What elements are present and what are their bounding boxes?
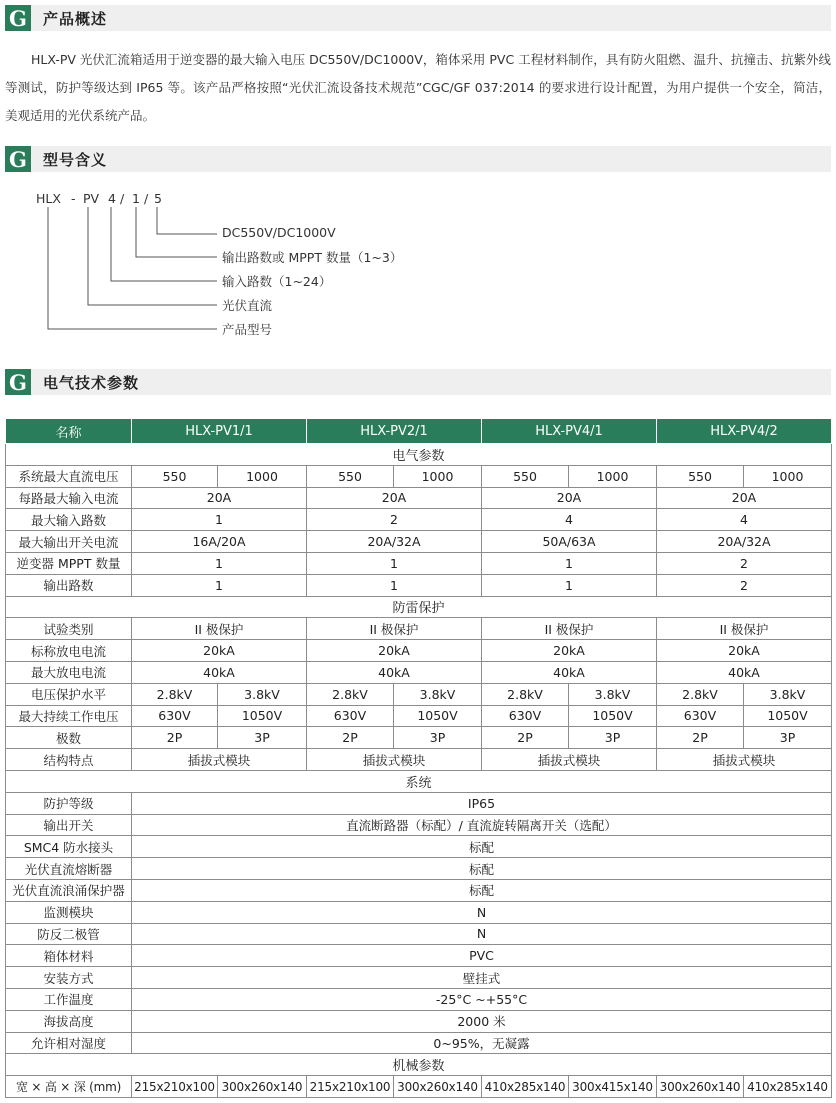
cell: 标配 — [132, 879, 832, 901]
row-label: 输出路数 — [6, 574, 132, 596]
row-label: 试验类别 — [6, 618, 132, 640]
cell: -25°C ~+55°C — [132, 988, 832, 1010]
table-row — [6, 988, 832, 1010]
cell: 20kA — [657, 640, 832, 662]
cell: 550 — [307, 465, 394, 487]
model-label: DC550V/DC1000V — [222, 225, 336, 240]
row-label: 光伏直流熔断器 — [6, 858, 132, 880]
cell: 2 — [307, 509, 482, 531]
cell: 40kA — [132, 661, 307, 683]
row-label: 箱体材料 — [6, 945, 132, 967]
table-row — [6, 661, 832, 683]
model-label: 输入路数（1~24） — [222, 274, 332, 289]
row-label: 标称放电电流 — [6, 640, 132, 662]
cell: 壁挂式 — [132, 967, 832, 989]
section-title: 型号含义 — [43, 150, 108, 169]
cell: 300x415x140 — [569, 1076, 657, 1098]
table-row — [6, 531, 832, 553]
cell: 3.8kV — [744, 683, 832, 705]
overview-paragraph: HLX-PV 光伏汇流箱适用于逆变器的最大输入电压 DC550V/DC1000V，箱体采用 PVC 工程材料制作，具有防火阻燃、温升、抗撞击、抗紫外线等测试，防护等级达到 IP65 等。该产品严格按照“光伏汇流设备技术规范”CGC/GF 037:2014 的要求进行设计配置，为用户提供一个安全，简洁，美观适用的光伏系统产品。 — [5, 52, 831, 123]
subheader-electrical: 电气参数 — [6, 444, 832, 466]
row-label: 允许相对湿度 — [6, 1032, 132, 1054]
column-header: 名称 — [6, 419, 132, 444]
model-code-inputs: 4 — [108, 191, 116, 206]
table-row — [6, 727, 832, 749]
cell: 630V — [657, 705, 744, 727]
table-row — [6, 901, 832, 923]
table-row — [6, 683, 832, 705]
cell: 3.8kV — [569, 683, 657, 705]
table-row — [6, 749, 832, 771]
table-row — [6, 1010, 832, 1032]
table-row — [6, 923, 832, 945]
table-row — [6, 552, 832, 574]
row-label: 极数 — [6, 727, 132, 749]
table-row — [6, 465, 832, 487]
table-row — [6, 858, 832, 880]
model-code-dash: - — [71, 191, 76, 206]
table-row — [6, 487, 832, 509]
cell: 40kA — [657, 661, 832, 683]
column-header: HLX-PV4/2 — [657, 419, 832, 444]
model-code-prefix: HLX — [36, 191, 61, 206]
cell: 2.8kV — [132, 683, 218, 705]
table-row — [6, 509, 832, 531]
table-subheader-row — [6, 770, 832, 792]
row-label: 光伏直流浪涌保护器 — [6, 879, 132, 901]
cell: 1050V — [569, 705, 657, 727]
cell: 16A/20A — [132, 531, 307, 553]
g-logo-icon: G — [5, 5, 31, 31]
row-label: SMC4 防水接头 — [6, 836, 132, 858]
cell: 20A — [307, 487, 482, 509]
row-label: 最大输出开关电流 — [6, 531, 132, 553]
g-logo-icon: G — [5, 369, 31, 395]
cell: 插拔式模块 — [307, 749, 482, 771]
cell: 2P — [307, 727, 394, 749]
cell: 630V — [482, 705, 569, 727]
subheader-mech: 机械参数 — [6, 1054, 832, 1076]
cell: 550 — [657, 465, 744, 487]
row-label: 输出开关 — [6, 814, 132, 836]
cell: 300x260x140 — [657, 1076, 744, 1098]
section-title: 产品概述 — [43, 9, 108, 28]
cell: 300x260x140 — [218, 1076, 307, 1098]
cell: 2.8kV — [307, 683, 394, 705]
cell: 215x210x100 — [132, 1076, 218, 1098]
table-subheader-row — [6, 444, 832, 466]
cell: 40kA — [307, 661, 482, 683]
cell: 直流断路器（标配）/ 直流旋转隔离开关（选配） — [132, 814, 832, 836]
cell: 20A/32A — [657, 531, 832, 553]
table-subheader-row — [6, 596, 832, 618]
table-row — [6, 1032, 832, 1054]
cell: 插拔式模块 — [657, 749, 832, 771]
table-row — [6, 814, 832, 836]
model-label: 产品型号 — [222, 322, 273, 337]
cell: 20kA — [482, 640, 657, 662]
cell: 20A — [132, 487, 307, 509]
cell: 2P — [657, 727, 744, 749]
cell: 2.8kV — [482, 683, 569, 705]
row-label: 系统最大直流电压 — [6, 465, 132, 487]
cell: 标配 — [132, 836, 832, 858]
table-row — [6, 879, 832, 901]
cell: 630V — [307, 705, 394, 727]
table-row — [6, 836, 832, 858]
model-label: 光伏直流 — [222, 298, 273, 313]
row-label: 逆变器 MPPT 数量 — [6, 552, 132, 574]
cell: 215x210x100 — [307, 1076, 394, 1098]
cell: N — [132, 901, 832, 923]
cell: N — [132, 923, 832, 945]
cell: 3.8kV — [218, 683, 307, 705]
row-label: 宽 × 高 × 深 (mm) — [6, 1076, 132, 1098]
cell: 2000 米 — [132, 1010, 832, 1032]
row-label: 海拔高度 — [6, 1010, 132, 1032]
table-row — [6, 640, 832, 662]
cell: II 极保护 — [482, 618, 657, 640]
cell: 2 — [657, 552, 832, 574]
cell: II 极保护 — [132, 618, 307, 640]
cell: 550 — [482, 465, 569, 487]
section-title: 电气技术参数 — [43, 373, 140, 392]
cell: 1000 — [394, 465, 482, 487]
section-header-electrical — [5, 369, 831, 395]
spec-table — [5, 418, 832, 1098]
cell: 1 — [132, 552, 307, 574]
cell: 4 — [657, 509, 832, 531]
subheader-system: 系统 — [6, 770, 832, 792]
cell: 50A/63A — [482, 531, 657, 553]
cell: 2P — [482, 727, 569, 749]
column-header: HLX-PV4/1 — [482, 419, 657, 444]
cell: 0~95%，无凝露 — [132, 1032, 832, 1054]
cell: 550 — [132, 465, 218, 487]
cell: 2 — [657, 574, 832, 596]
subheader-lightning: 防雷保护 — [6, 596, 832, 618]
cell: 20kA — [132, 640, 307, 662]
cell: 3.8kV — [394, 683, 482, 705]
cell: 1 — [307, 574, 482, 596]
cell: 1050V — [394, 705, 482, 727]
row-label: 结构特点 — [6, 749, 132, 771]
cell: II 极保护 — [657, 618, 832, 640]
table-row — [6, 705, 832, 727]
cell: 40kA — [482, 661, 657, 683]
cell: 3P — [744, 727, 832, 749]
table-row — [6, 574, 832, 596]
cell: 标配 — [132, 858, 832, 880]
table-row — [6, 792, 832, 814]
model-bracket-lines — [0, 0, 836, 360]
cell: 插拔式模块 — [482, 749, 657, 771]
row-label: 每路最大输入电流 — [6, 487, 132, 509]
cell: 3P — [394, 727, 482, 749]
cell: 1050V — [218, 705, 307, 727]
row-label: 最大放电电流 — [6, 661, 132, 683]
cell: 1 — [307, 552, 482, 574]
cell: 1000 — [744, 465, 832, 487]
cell: 2P — [132, 727, 218, 749]
cell: 插拔式模块 — [132, 749, 307, 771]
model-code-voltage: 5 — [154, 191, 162, 206]
row-label: 电压保护水平 — [6, 683, 132, 705]
cell: 1000 — [218, 465, 307, 487]
column-header: HLX-PV1/1 — [132, 419, 307, 444]
cell: PVC — [132, 945, 832, 967]
table-subheader-row — [6, 1054, 832, 1076]
cell: 630V — [132, 705, 218, 727]
cell: 1 — [482, 574, 657, 596]
row-label: 最大持续工作电压 — [6, 705, 132, 727]
model-code-slash: / — [120, 191, 125, 206]
model-code-pv: PV — [83, 191, 100, 206]
cell: 3P — [569, 727, 657, 749]
cell: 3P — [218, 727, 307, 749]
table-header-row — [6, 419, 832, 444]
model-code-slash: / — [144, 191, 149, 206]
cell: 20A — [657, 487, 832, 509]
cell: 20kA — [307, 640, 482, 662]
cell: 4 — [482, 509, 657, 531]
row-label: 防反二极管 — [6, 923, 132, 945]
cell: IP65 — [132, 792, 832, 814]
row-label: 工作温度 — [6, 988, 132, 1010]
cell: 1 — [132, 509, 307, 531]
model-code-outputs: 1 — [132, 191, 140, 206]
table-row — [6, 945, 832, 967]
row-label: 安装方式 — [6, 967, 132, 989]
cell: 1000 — [569, 465, 657, 487]
cell: 300x260x140 — [394, 1076, 482, 1098]
table-row — [6, 967, 832, 989]
cell: II 极保护 — [307, 618, 482, 640]
cell: 20A/32A — [307, 531, 482, 553]
cell: 1 — [482, 552, 657, 574]
row-label: 防护等级 — [6, 792, 132, 814]
row-label: 最大输入路数 — [6, 509, 132, 531]
model-label: 输出路数或 MPPT 数量（1~3） — [222, 250, 403, 265]
cell: 2.8kV — [657, 683, 744, 705]
cell: 1 — [132, 574, 307, 596]
cell: 410x285x140 — [482, 1076, 569, 1098]
cell: 20A — [482, 487, 657, 509]
column-header: HLX-PV2/1 — [307, 419, 482, 444]
g-logo-icon: G — [5, 146, 31, 172]
table-row — [6, 618, 832, 640]
cell: 410x285x140 — [744, 1076, 832, 1098]
row-label: 监测模块 — [6, 901, 132, 923]
table-row — [6, 1076, 832, 1098]
cell: 1050V — [744, 705, 832, 727]
